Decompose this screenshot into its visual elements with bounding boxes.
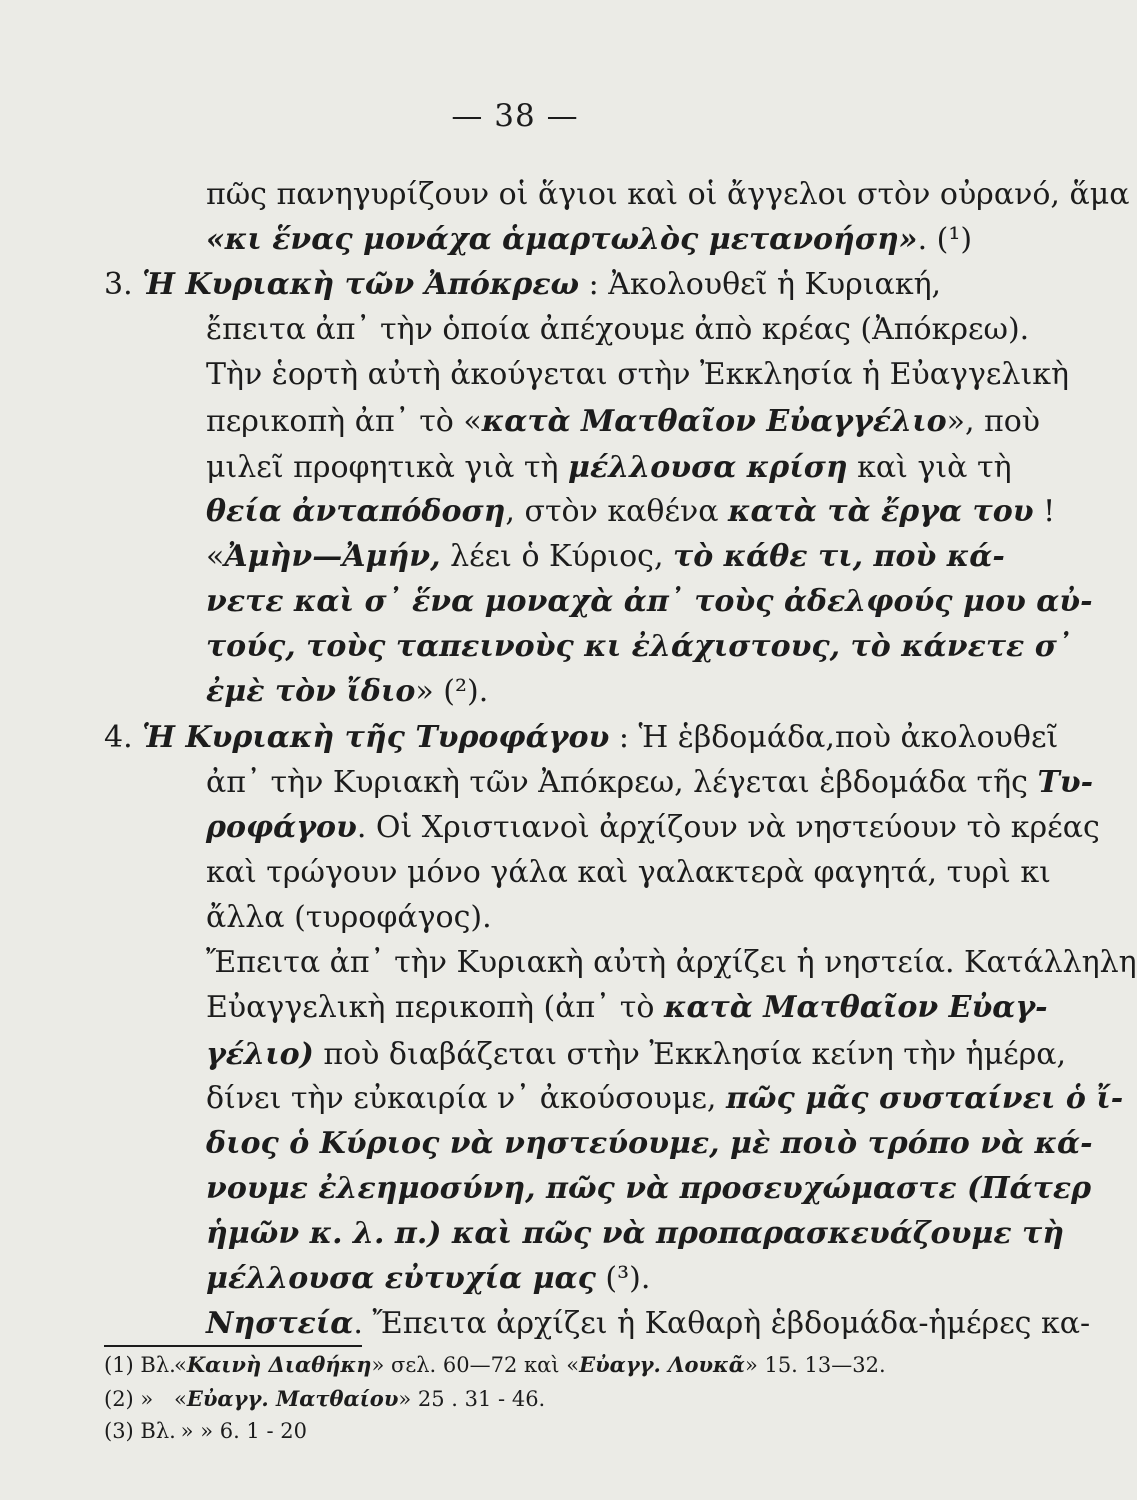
footnote-rule	[104, 1345, 362, 1347]
emphasis-text: νουμε ἐλεημοσύνη, πῶς νὰ προσευχώμαστε (Πάτερ	[206, 1171, 1092, 1206]
text-run: 4.	[104, 720, 143, 755]
text-line	[206, 1124, 1093, 1164]
text-line	[206, 537, 1005, 577]
text-run: : Ἀκολουθεῖ ἡ Κυριακή,	[579, 267, 942, 302]
text-line	[206, 672, 986, 712]
emphasis-text: μέλλουσα εὐτυχία μας	[206, 1261, 596, 1296]
emphasis-text: Ἀμὴν—Ἀμήν,	[224, 539, 441, 574]
text-run: ἀπ᾽ τὴν Κυριακὴ τῶν Ἀπόκρεω, λέγεται ἑβδομάδα τῆς	[206, 765, 1038, 800]
text-line	[104, 265, 986, 305]
text-line	[206, 763, 1094, 803]
emphasis-text: πῶς μᾶς συσταίνει ὁ ἴ-	[725, 1081, 1124, 1116]
text-line	[206, 448, 1012, 488]
emphasis-text: ἐμὲ τὸν ἴδιο	[206, 674, 416, 709]
footnote-text: » 25 . 31 - 46.	[398, 1387, 546, 1411]
emphasis-text: τούς, τοὺς ταπεινοὺς κι ἐλάχιστους, τὸ κάνετε σ᾽	[206, 629, 1072, 664]
footnote-text: Εὐαγγ. Ματθαίου	[186, 1386, 399, 1411]
text-run: ποὺ διαβάζεται στὴν Ἐκκλησία κείνη τὴν ἡμέρα,	[313, 1037, 1067, 1072]
text-line	[206, 898, 986, 938]
emphasis-text: διος ὁ Κύριος νὰ νηστεύουμε, μὲ ποιὸ τρόπο νὰ κά-	[206, 1126, 1093, 1161]
text-run: δίνει τὴν εὐκαιρία ν᾽ ἀκούσουμε,	[206, 1081, 726, 1116]
text-run: «	[206, 539, 225, 574]
emphasis-text: Ἡ Κυριακὴ τῆς Τυροφάγου	[142, 720, 610, 755]
text-run: » (²).	[415, 674, 489, 709]
text-run: πῶς πανηγυρίζουν οἱ ἅγιοι καὶ οἱ ἄγγελοι στὸν οὐρανό, ἅμα	[206, 177, 1130, 212]
text-line	[206, 1169, 1092, 1209]
footnote-label: (1) Βλ.	[104, 1353, 176, 1377]
text-run: : Ἡ ἑβδομάδα,ποὺ ἀκολουθεῖ	[609, 720, 1059, 755]
footnote-text: » 15. 13—32.	[744, 1353, 886, 1377]
emphasis-text: Ἡ Κυριακὴ τῶν Ἀπόκρεω	[142, 267, 580, 302]
footnote-text: » » 6. 1 - 20	[174, 1419, 307, 1443]
text-run: μιλεῖ προφητικὰ γιὰ τὴ	[206, 450, 569, 485]
page-number: — 38 —	[451, 98, 579, 134]
footnote-label: (2) »	[104, 1387, 154, 1411]
emphasis-text: κατὰ Ματθαῖον Εὐαγ-	[663, 990, 1048, 1025]
text-run: Εὐαγγελικὴ περικοπὴ (ἀπ᾽ τὸ	[206, 990, 664, 1025]
text-run: λέει ὁ Κύριος,	[440, 539, 674, 574]
text-run: . Ἔπειτα ἀρχίζει ἡ Καθαρὴ ἑβδομάδα-ἡμέρες κα-	[353, 1306, 1091, 1341]
text-line	[206, 1035, 1067, 1075]
text-line	[206, 808, 1100, 848]
text-run: Τὴν ἑορτὴ αὐτὴ ἀκούγεται στὴν Ἐκκλησία ἡ Εὐαγγελικὴ	[206, 357, 1069, 392]
text-line	[206, 1259, 986, 1299]
text-line	[206, 220, 986, 260]
text-line	[206, 582, 1093, 622]
text-line	[104, 718, 1059, 758]
text-run: , στὸν καθένα	[505, 494, 729, 529]
text-line	[206, 1079, 1124, 1119]
emphasis-text: Τυ-	[1037, 765, 1094, 800]
footnote-text: «	[174, 1387, 187, 1411]
text-line	[206, 853, 1051, 893]
text-run: καὶ γιὰ τὴ	[847, 450, 1012, 485]
text-run: . Οἱ Χριστιανοὶ ἀρχίζουν νὰ νηστεύουν τὸ κρέας	[356, 810, 1100, 845]
text-run: 3.	[104, 267, 143, 302]
footnote-3	[104, 1418, 924, 1444]
emphasis-text: γέλιο)	[206, 1037, 314, 1072]
emphasis-text: νετε καὶ σ᾽ ἕνα μοναχὰ ἀπ᾽ τοὺς ἀδελφούς μου αὐ-	[206, 584, 1093, 619]
text-line	[206, 1214, 1065, 1254]
footnote-text: Εὐαγγ. Λουκᾶ	[579, 1352, 745, 1377]
text-run: περικοπὴ ἀπ᾽ τὸ «	[206, 404, 482, 439]
text-run: !	[1033, 494, 1056, 529]
emphasis-text: κατὰ τὰ ἔργα του	[728, 494, 1034, 529]
text-line	[206, 310, 1030, 350]
footnote-label: (3) Βλ.	[104, 1419, 176, 1443]
text-run: . (¹)	[917, 222, 973, 257]
text-line	[206, 355, 1069, 395]
footnote-text: «	[174, 1353, 187, 1377]
text-run: », ποὺ	[946, 404, 1041, 439]
text-run: Ἔπειτα ἀπ᾽ τὴν Κυριακὴ αὐτὴ ἀρχίζει ἡ νηστεία. Κατάλληλη	[206, 945, 1137, 980]
footnote-text: » σελ. 60—72 καὶ «	[371, 1353, 580, 1377]
emphasis-text: Νηστεία	[206, 1306, 354, 1341]
emphasis-text: θεία ἀνταπόδοση	[206, 494, 506, 529]
text-run: ἔπειτα ἀπ᾽ τὴν ὁποία ἀπέχουμε ἀπὸ κρέας (Ἀπόκρεω).	[206, 312, 1030, 347]
footnote-1	[104, 1352, 924, 1378]
text-run: (³).	[595, 1261, 651, 1296]
text-line	[206, 943, 1137, 983]
emphasis-text: «κι ἕνας μονάχα ἁμαρτωλὸς μετανοήση»	[206, 222, 918, 257]
emphasis-text: ἡμῶν κ. λ. π.) καὶ πῶς νὰ προπαρασκευάζουμε τὴ	[206, 1216, 1065, 1251]
emphasis-text: ροφάγου	[206, 810, 357, 845]
footnote-text: Καινὴ Διαθήκη	[186, 1352, 372, 1377]
text-run: καὶ τρώγουν μόνο γάλα καὶ γαλακτερὰ φαγητά, τυρὶ κι	[206, 855, 1051, 890]
text-line	[206, 402, 1041, 442]
emphasis-text: μέλλουσα κρίση	[568, 450, 848, 485]
text-line	[206, 627, 1072, 667]
footnote-2	[104, 1386, 924, 1412]
text-line	[206, 175, 1130, 215]
text-run: ἄλλα (τυροφάγος).	[206, 900, 492, 935]
text-line	[206, 988, 1048, 1028]
text-line	[206, 492, 1056, 532]
emphasis-text: τὸ κάθε τι, ποὺ κά-	[673, 539, 1005, 574]
text-line	[206, 1304, 1091, 1344]
emphasis-text: κατὰ Ματθαῖον Εὐαγγέλιο	[481, 404, 947, 439]
